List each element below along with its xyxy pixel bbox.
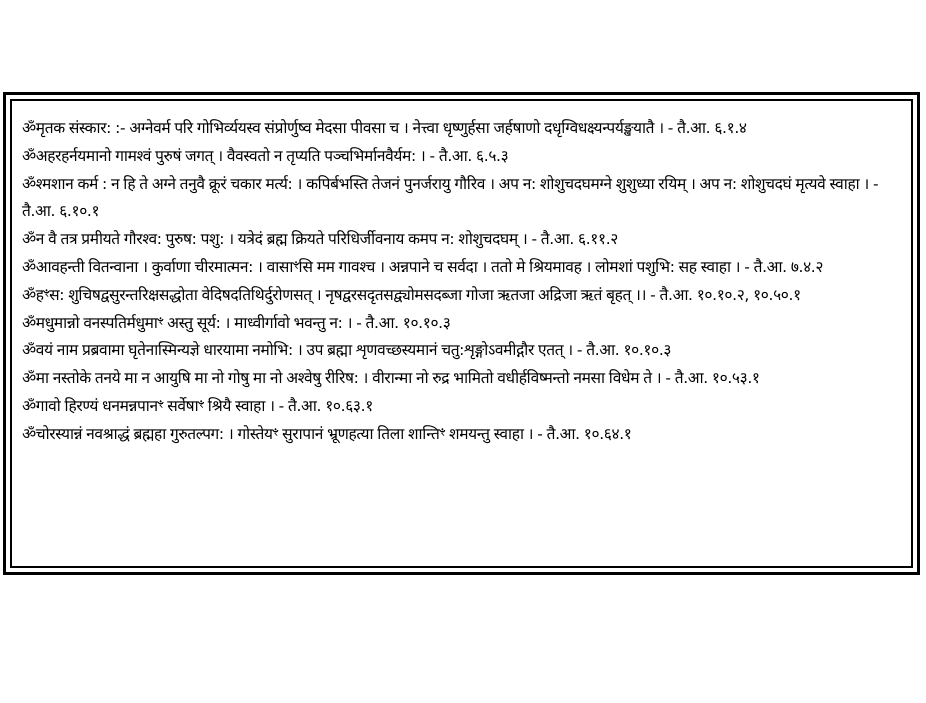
verse-aharahar: ॐअहरहर्नयमानो गामश्वं पुरुषं जगत् । वैवस्वतो न तृप्यति पञ्चभिर्मानवैर्यम: । - तै.आ. ६.५.३: [22, 146, 509, 165]
verse-gavo-hiranyam: ॐगावो हिरण्यं धनमन्नपानꣳ सर्वेषाꣳ श्रियै स्वाहा । - तै.आ. १०.६३.१: [22, 396, 373, 415]
inner-border-frame: [10, 99, 913, 568]
verse-chorasyannam: ॐचोरस्यान्नं नवश्राद्धं ब्रह्महा गुरुतल्पग: । गोस्तेयꣳ सुरापानं भ्रूणहत्या तिला शान्तिꣳ शमयन्तु स्वाहा । - तै.आ. १०.६४.१: [22, 424, 632, 443]
verse-ma-nastoke: ॐमा नस्तोके तनये मा न आयुषि मा नो गोषु मा नो अश्वेषु रीरिष: । वीरान्मा नो रुद्र भामितो वधीर्हविष्मन्तो नमसा विधेम ते । - तै.आ. १०.५३.१: [22, 369, 760, 388]
verse-na-vai-tatra: ॐन वै तत्र प्रमीयते गौरश्व: पुरुष: पशु: । यत्रेदं ब्रह्म क्रियते परिधिर्जीवनाय कमप न: शोशुचदघम् । - तै.आ. ६.११.२: [22, 230, 618, 249]
verse-shmashan-karma: ॐश्मशान कर्म : न हि ते अग्ने तनुवै क्रूरं चकार मर्त्य: । कपिर्बभस्ति तेजनं पुनर्जरायु गौरिव । अप न: शोशुचदघमग्ने शुशुध्या रयिम् । अप न: शोशुचदघं मृत्यवे स्वाहा । - तै.आ. ६.१०.१: [22, 174, 879, 221]
verse-madhuman: ॐमधुमान्नो वनस्पतिर्मधुमाꣳ अस्तु सूर्य: । माध्वीर्गावो भवन्तु न: । - तै.आ. १०.१०.३: [22, 313, 451, 332]
verse-avahanti: ॐआवहन्ती वितन्वाना । कुर्वाणा चीरमात्मन: । वासाꣳसि मम गावश्च । अन्नपाने च सर्वदा । ततो मे श्रियमावह । लोमशां पशुभि: सह स्वाहा । - तै.आ. ७.४.२: [22, 257, 824, 276]
verse-hamsa: ॐहꣳस: शुचिषद्वसुरन्तरिक्षसद्धोता वेदिषदतिथिर्दुरोणसत् । नृषद्वरसदृतसद्व्योमसदब्जा गोजा ऋतजा अद्रिजा ऋतं बृहत् ।। - तै.आ. १०.१०.२, १०.५०.१: [22, 285, 801, 304]
verse-list: [22, 115, 907, 449]
outer-border-frame: [3, 92, 920, 575]
verse-mritak-sanskar: ॐमृतक संस्कार: :- अग्नेवर्म परि गोभिर्व्ययस्व संप्रोर्णुष्व मेदसा पीवसा च । नेत्त्वा धृष्णुर्हसा जर्हषाणो दधृग्विधक्ष्यन्पर्यङ्खयातै । - तै.आ. ६.१.४: [22, 119, 747, 137]
verse-vayam-nama: ॐवयं नाम प्रब्रवामा घृतेनास्मिन्यज्ञे धारयामा नमोभि: । उप ब्रह्मा शृणवच्छस्यमानं चतु:शृङ्गोऽवमीद्गौर एतत् । - तै.आ. १०.१०.३: [22, 341, 672, 360]
